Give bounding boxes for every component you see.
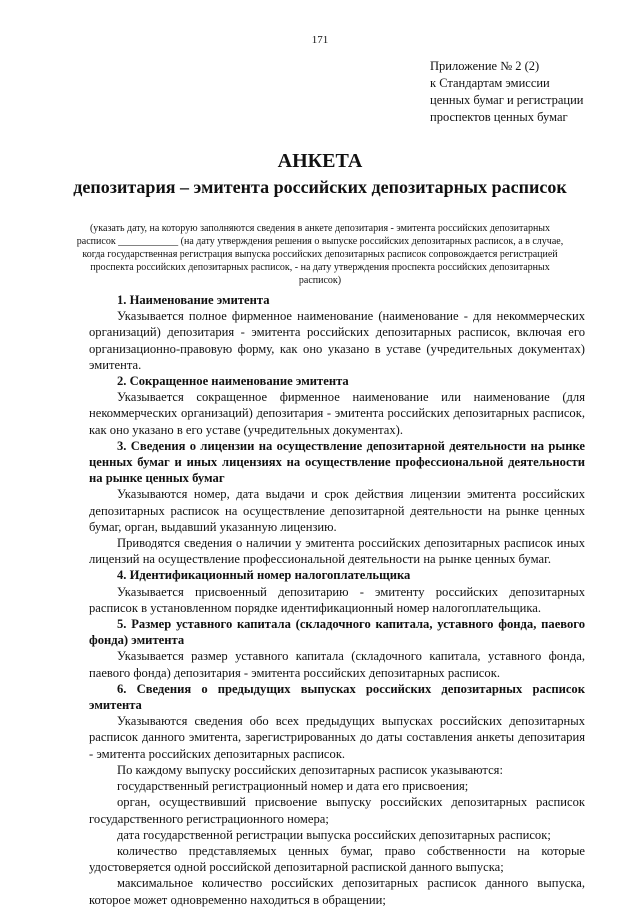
paragraph: орган, осуществивший присвоение выпуску российских депозитарных расписок государственного регистрационного номера;	[89, 795, 585, 826]
paragraph: дата государственной регистрации выпуска российских депозитарных расписок;	[117, 827, 551, 842]
paragraph: По каждому выпуску российских депозитарных расписок указываются:	[117, 762, 503, 777]
appendix-block	[430, 58, 620, 126]
section-heading: 1. Наименование эмитента	[117, 293, 270, 307]
document-subtitle: депозитария – эмитента российских депозитарных расписок	[73, 177, 567, 197]
paragraph: Указывается сокращенное фирменное наименование или наименование (для некоммерческих организаций) депозитария - эмитента российских депозитарных расписок, как оно указано в его уставе (учредительных документах).	[89, 390, 585, 437]
section-heading: 4. Идентификационный номер налогоплательщика	[117, 568, 411, 583]
appendix-line: Приложение № 2 (2)	[430, 59, 540, 73]
page-number: 171	[311, 34, 329, 46]
paragraph: Указываются номер, дата выдачи и срок действия лицензии эмитента российских депозитарных расписок на осуществление депозитарной деятельности на рынке ценных бумаг, орган, выдавший указанную лицензию.	[89, 487, 585, 534]
section-heading: 3. Сведения о лицензии на осуществление депозитарной деятельности на рынке ценных бумаг и иных лицензиях на осуществление профессиональной деятельности на рынке ценных бумаг	[89, 438, 585, 486]
paragraph: Указывается размер уставного капитала (складочного капитала, уставного фонда, паевого фонда) депозитария - эмитента российских депозитарных расписок.	[89, 649, 585, 680]
date-note: (указать дату, на которую заполняются сведения в анкете депозитария - эмитента российских депозитарных расписок ____________ (на дату утверждения решения о выпуске российских депозитарных расписок, а в случае, когда государственная регистрация выпуска российских депозитарных расписок сопровождается регистрацией проспекта российских депозитарных расписок, - на дату утверждения проспекта российских депозитарных расписок)	[76, 223, 564, 286]
appendix-line: к Стандартам эмиссии	[430, 76, 550, 90]
paragraph: государственный регистрационный номер и дата его присвоения;	[117, 779, 469, 794]
document-body	[89, 292, 585, 908]
appendix-line: ценных бумаг и регистрации	[430, 93, 584, 107]
section-heading: 6. Сведения о предыдущих выпусках российских депозитарных расписок эмитента	[89, 681, 585, 713]
paragraph: Указывается присвоенный депозитарию - эмитенту российских депозитарных расписок в установленном порядке идентификационный номер налогоплательщика.	[89, 584, 585, 615]
section-heading: 2. Сокращенное наименование эмитента	[117, 374, 349, 389]
paragraph: количество представляемых ценных бумаг, право собственности на которые удостоверяется одной российской депозитарной распиской данного выпуска;	[89, 843, 585, 875]
paragraph: Приводятся сведения о наличии у эмитента российских депозитарных расписок иных лицензий на осуществление профессиональной деятельности на рынке ценных бумаг.	[89, 536, 585, 567]
section-heading: 5. Размер уставного капитала (складочного капитала, уставного фонда, паевого фонда) эмитента	[89, 617, 585, 648]
appendix-line: проспектов ценных бумаг	[430, 110, 568, 124]
paragraph: Указывается полное фирменное наименование (наименование - для некоммерческих организаций) депозитария - эмитента российских депозитарных расписок, включая его организационно-правовую форму, как оно указано в уставе (учредительных документах) эмитента.	[89, 309, 585, 372]
paragraph: Указываются сведения обо всех предыдущих выпусках российских депозитарных расписок данного эмитента, зарегистрированных до даты составления анкеты депозитария - эмитента российских депозитарных расписок.	[89, 714, 585, 761]
paragraph: максимальное количество российских депозитарных расписок данного выпуска, которое может одновременно находиться в обращении;	[89, 876, 585, 907]
document-title: АНКЕТА	[277, 150, 363, 172]
